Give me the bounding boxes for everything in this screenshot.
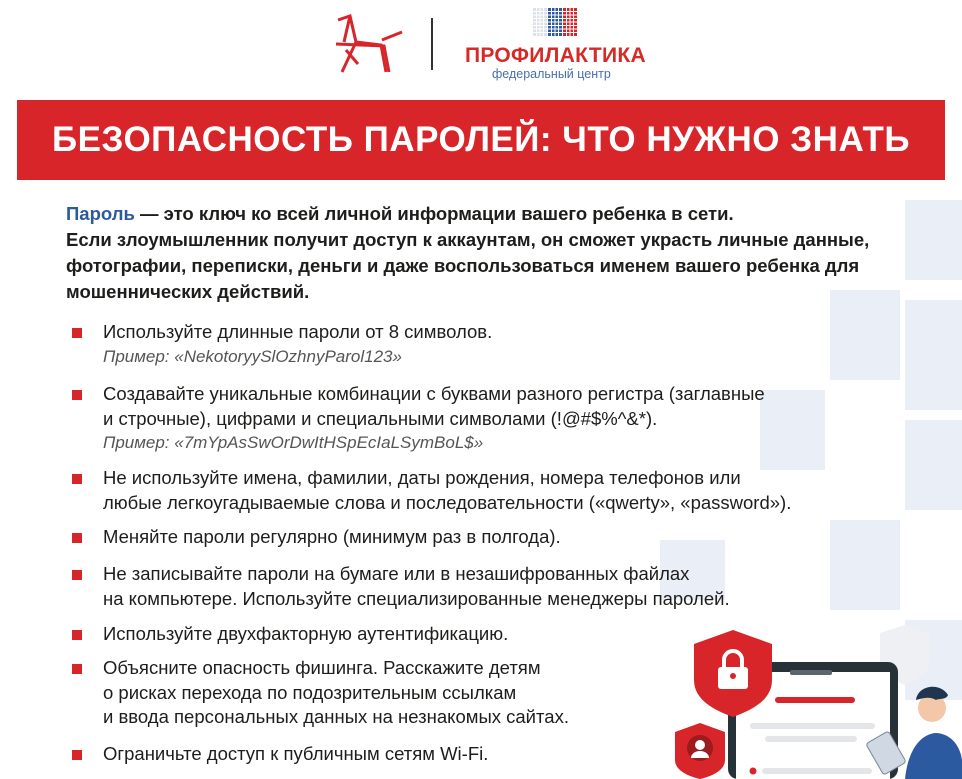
tip-text-line: любые легкоугадываемые слова и последовательности («qwerty», «password»). xyxy=(103,491,792,513)
bg-square xyxy=(830,520,900,610)
tip-item xyxy=(103,320,492,369)
bullet-square-icon xyxy=(72,750,82,760)
tip-item xyxy=(103,525,561,550)
bg-square xyxy=(905,420,962,510)
bg-square xyxy=(905,300,962,410)
tip-text-line: о рисках перехода по подозрительным ссылкам xyxy=(103,681,517,703)
page-title: БЕЗОПАСНОСТЬ ПАРОЛЕЙ: ЧТО НУЖНО ЗНАТЬ xyxy=(51,120,911,159)
bullet-square-icon xyxy=(72,328,82,338)
tip-item xyxy=(103,622,508,647)
tip-text-line: Объясните опасность фишинга. Расскажите детям xyxy=(103,657,541,678)
flag-grid-icon xyxy=(533,8,577,36)
bullet-square-icon xyxy=(72,390,82,400)
tip-item xyxy=(103,466,791,515)
title-banner xyxy=(17,100,945,180)
tip-text-line: и ввода персональных данных на незнакомых сайтах. xyxy=(103,706,569,727)
tip-text-line: Используйте двухфакторную аутентификацию. xyxy=(103,623,509,644)
security-illustration xyxy=(640,600,962,779)
logo-divider xyxy=(431,18,433,70)
tip-text-line: Не используйте имена, фамилии, даты рождения, номера телефонов или xyxy=(103,467,741,488)
tip-text-line: и строчные), цифрами и специальными символами (!@#$%^&*). xyxy=(103,407,658,429)
brand-subtitle: федеральный центр xyxy=(492,67,611,81)
tip-item xyxy=(103,382,765,456)
tip-text-line: на компьютере. Используйте специализированные менеджеры паролей. xyxy=(103,587,730,609)
tip-item xyxy=(103,742,488,767)
bullet-square-icon xyxy=(72,664,82,674)
tip-text-line: Используйте длинные пароли от 8 символов. xyxy=(103,321,493,342)
intro-line1: — это ключ ко всей личной информации вашего ребенка в сети. xyxy=(134,203,734,224)
bg-square xyxy=(905,200,962,280)
tip-text-line: Создавайте уникальные комбинации с буквами разного регистра (заглавные xyxy=(103,383,765,404)
intro-keyword: Пароль xyxy=(66,203,135,224)
horse-logo-icon xyxy=(334,12,404,74)
tip-text-line: Меняйте пароли регулярно (минимум раз в полгода). xyxy=(103,526,561,547)
tip-item xyxy=(103,656,569,730)
bg-square xyxy=(760,390,825,470)
tip-item xyxy=(103,562,730,611)
tip-example: Пример: «7mYpAsSwOrDwItHSpEcIaLSymBoL$» xyxy=(103,433,484,452)
header xyxy=(0,0,962,95)
brand-name: ПРОФИЛАКТИКА xyxy=(465,44,646,67)
bullet-square-icon xyxy=(72,630,82,640)
tip-text-line: Ограничьте доступ к публичным сетям Wi-Fi. xyxy=(103,743,489,764)
tip-text-line: Не записывайте пароли на бумаге или в незашифрованных файлах xyxy=(103,563,690,584)
tip-example: Пример: «NekotoryySlOzhnyParol123» xyxy=(103,346,402,366)
bullet-square-icon xyxy=(72,533,82,543)
bullet-square-icon xyxy=(72,570,82,580)
bullet-square-icon xyxy=(72,474,82,484)
intro-rest: Если злоумышленник получит доступ к аккаунтам, он сможет украсть личные данные, фотографии, переписки, деньги и даже воспользоваться именем вашего ребенка для мошеннических действий. xyxy=(66,229,870,302)
intro-text xyxy=(66,201,906,305)
